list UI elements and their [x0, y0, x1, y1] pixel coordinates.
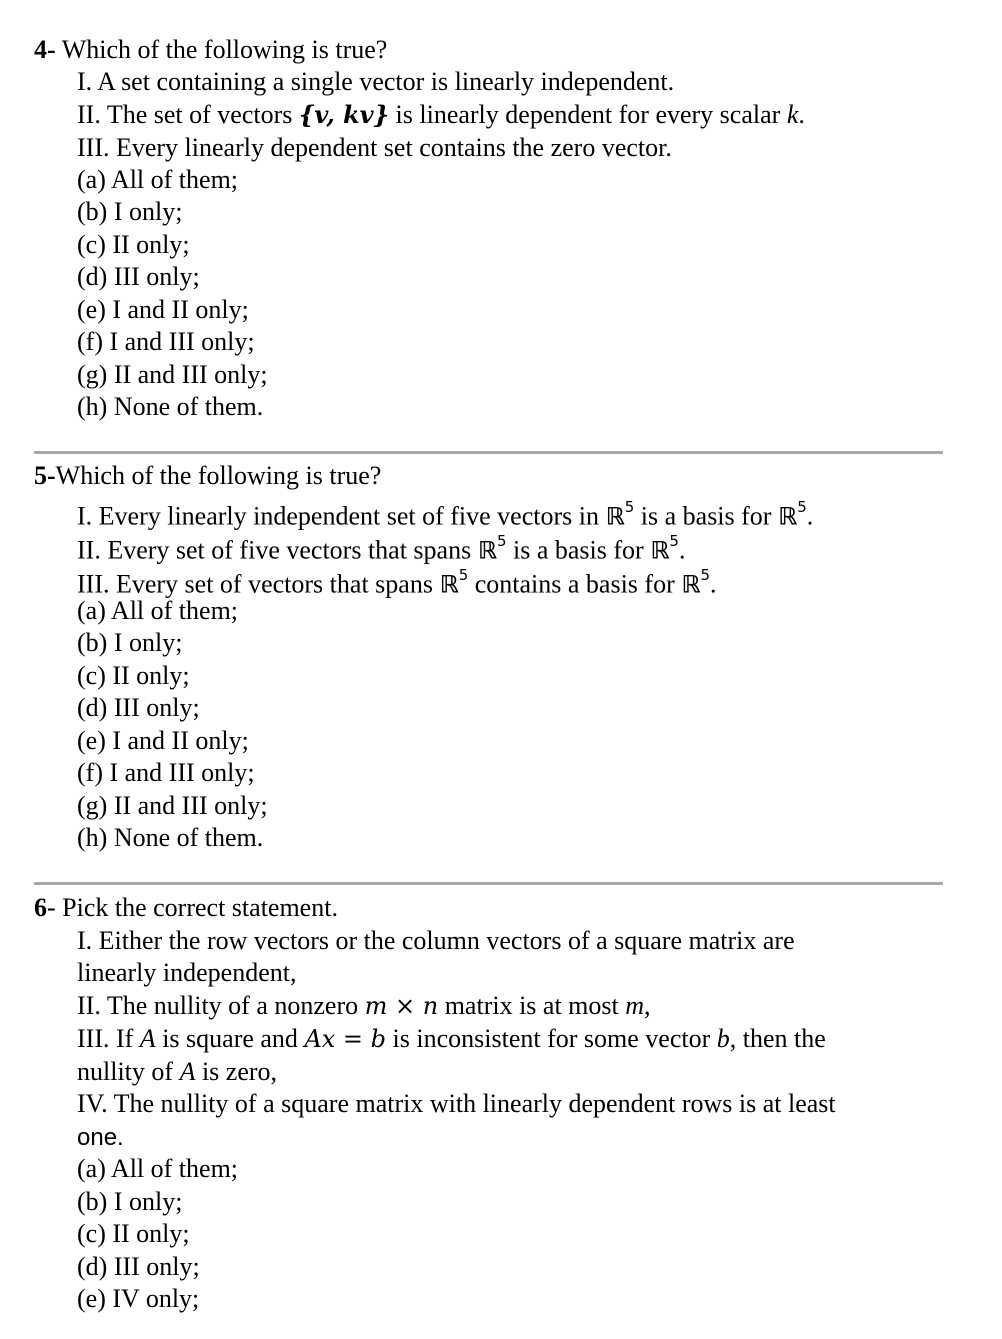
- option-h[interactable]: (h) None of them.: [77, 392, 264, 421]
- statement-text: is a basis for: [506, 535, 651, 565]
- option-d[interactable]: (d) III only;: [77, 1252, 200, 1281]
- statement-ii: [77, 99, 805, 131]
- statement-text: II. The nullity of a nonzero: [77, 991, 365, 1020]
- statement-iv-line-1: IV. The nullity of a square matrix with linearly dependent rows is at least: [77, 1089, 836, 1118]
- option-f[interactable]: (f) I and III only;: [77, 327, 255, 356]
- statement-iv-line-2: one.: [77, 1124, 124, 1151]
- section-divider: [34, 882, 943, 885]
- statement-iii: III. Every linearly dependent set contains the zero vector.: [77, 133, 672, 162]
- exponent: 5: [458, 566, 469, 584]
- real-space-symbol: ℝ: [477, 536, 497, 565]
- option-f[interactable]: (f) I and III only;: [77, 758, 255, 787]
- option-b[interactable]: (b) I only;: [77, 628, 183, 657]
- statement-text: matrix is at most: [438, 991, 626, 1020]
- statement-text: II. Every set of five vectors that spans: [77, 535, 478, 565]
- option-a[interactable]: (a) All of them;: [77, 596, 239, 625]
- statement-text: .: [710, 569, 717, 599]
- math-variable: A: [139, 1024, 156, 1053]
- real-space-symbol: ℝ: [605, 502, 625, 531]
- statement-i-line-1: I. Either the row vectors or the column vectors of a square matrix are: [77, 926, 795, 955]
- option-a[interactable]: (a) All of them;: [77, 165, 239, 194]
- statement-ii: [77, 528, 685, 567]
- statement-text: III. If: [77, 1024, 140, 1053]
- statement-text: III. Every set of vectors that spans: [77, 569, 440, 599]
- option-d[interactable]: (d) III only;: [77, 262, 200, 291]
- real-space-symbol: ℝ: [439, 570, 459, 599]
- option-c[interactable]: (c) II only;: [77, 1219, 190, 1248]
- statement-text: II. The set of vectors: [77, 100, 299, 129]
- option-d[interactable]: (d) III only;: [77, 693, 200, 722]
- section-divider: [34, 451, 943, 454]
- statement-text: contains a basis for: [468, 569, 682, 599]
- math-dimensions: m × n: [364, 992, 439, 1020]
- statement-text: , then the: [729, 1024, 826, 1053]
- math-set: {v, kv}: [298, 100, 390, 129]
- exponent: 5: [797, 498, 807, 516]
- option-e[interactable]: (e) I and II only;: [77, 726, 249, 755]
- question-number: 4-: [34, 35, 56, 64]
- statement-i-line-2: linearly independent,: [77, 958, 297, 987]
- statement-text: is linearly dependent for every scalar: [389, 100, 787, 129]
- option-g[interactable]: (g) II and III only;: [77, 791, 268, 820]
- statement-text: nullity of: [77, 1057, 180, 1086]
- statement-text: ,: [644, 991, 651, 1020]
- exponent: 5: [496, 532, 507, 550]
- question-6-header: [34, 892, 338, 924]
- statement-text: is zero,: [195, 1057, 278, 1086]
- option-c[interactable]: (c) II only;: [77, 230, 190, 259]
- exponent: 5: [700, 566, 711, 584]
- statement-iii-line-1: [77, 1023, 826, 1055]
- question-prompt: Which of the following is true?: [55, 35, 388, 64]
- math-variable: b: [716, 1024, 730, 1053]
- real-space-symbol: ℝ: [681, 570, 701, 599]
- math-variable: A: [179, 1057, 196, 1086]
- statement-text: I. Every linearly independent set of five vectors in: [77, 501, 606, 531]
- question-prompt: - Pick the correct statement.: [47, 893, 338, 922]
- statement-text: .: [798, 100, 805, 129]
- question-5-header: [34, 460, 381, 492]
- option-g[interactable]: (g) II and III only;: [77, 360, 268, 389]
- option-h[interactable]: (h) None of them.: [77, 823, 264, 852]
- option-e[interactable]: (e) I and II only;: [77, 295, 249, 324]
- question-4-header: [34, 34, 387, 66]
- question-number: 5-: [34, 461, 56, 490]
- statement-i: [77, 494, 813, 533]
- real-space-symbol: ℝ: [777, 502, 798, 531]
- option-a[interactable]: (a) All of them;: [77, 1154, 239, 1183]
- statement-text: is a basis for: [634, 501, 778, 531]
- statement-ii: [77, 990, 651, 1022]
- statement-text: is inconsistent for some vector: [386, 1024, 717, 1053]
- option-b[interactable]: (b) I only;: [77, 197, 183, 226]
- statement-text: .: [806, 501, 814, 531]
- question-number: 6: [34, 893, 47, 922]
- statement-i: I. A set containing a single vector is linearly independent.: [77, 67, 675, 96]
- option-c[interactable]: (c) II only;: [77, 661, 190, 690]
- option-e[interactable]: (e) IV only;: [77, 1284, 200, 1313]
- statement-text: is square and: [155, 1024, 305, 1053]
- math-variable: m: [625, 991, 645, 1020]
- real-space-symbol: ℝ: [650, 536, 670, 565]
- statement-text: .: [678, 535, 686, 565]
- option-b[interactable]: (b) I only;: [77, 1187, 183, 1216]
- math-equation: Ax = b: [304, 1025, 387, 1053]
- exponent: 5: [669, 532, 679, 550]
- question-prompt: Which of the following is true?: [55, 461, 382, 490]
- exponent: 5: [624, 498, 635, 516]
- math-variable: k: [786, 100, 799, 129]
- statement-iii-line-2: [77, 1056, 277, 1088]
